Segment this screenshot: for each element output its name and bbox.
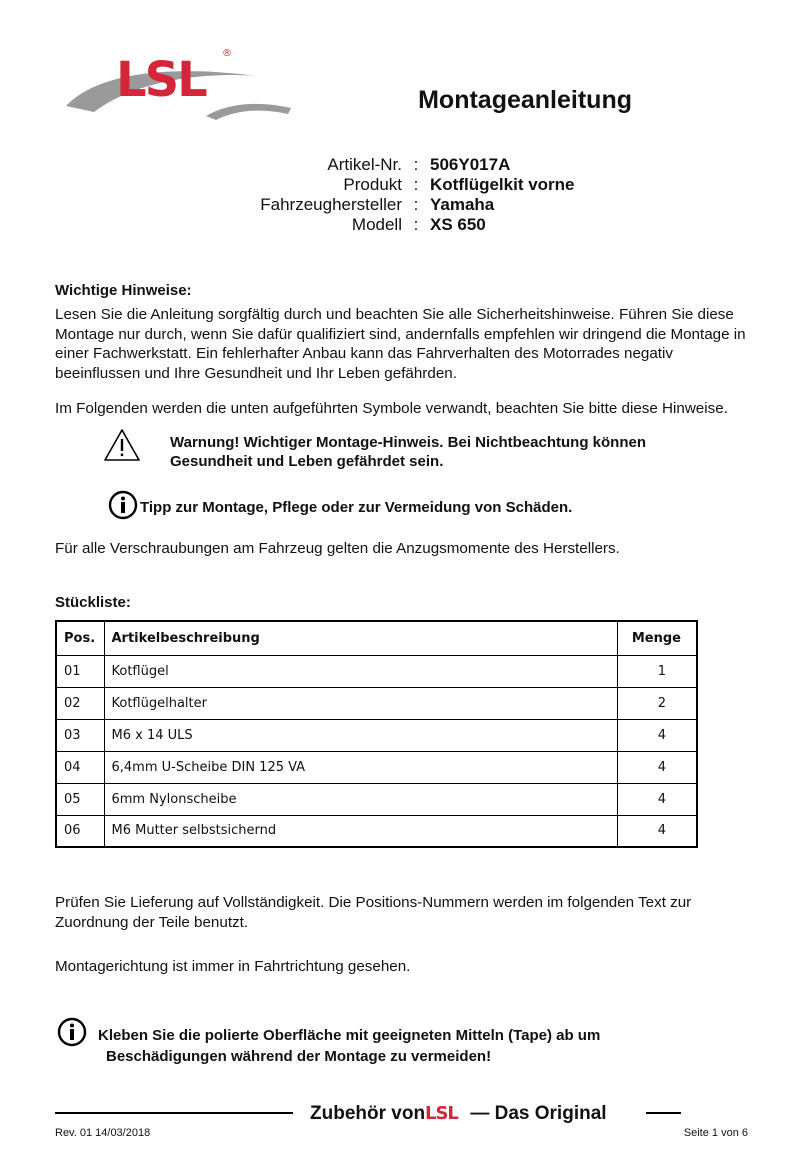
footer-divider <box>55 1112 293 1114</box>
registered-mark: ® <box>222 48 232 59</box>
cell-pos: 01 <box>56 655 104 687</box>
symbols-paragraph: Im Folgenden werden die unten aufgeführten Symbole verwandt, beachten Sie bitte diese Hinweise. <box>55 400 728 417</box>
completeness-note: Prüfen Sie Lieferung auf Vollständigkeit. Die Positions-Nummern werden im folgenden Text zur Zuordnung der Teile benutzt. <box>55 894 692 931</box>
cell-pos: 03 <box>56 719 104 751</box>
meta-colon: : <box>413 175 419 194</box>
meta-colon: : <box>413 215 419 234</box>
warning-text: Warnung! Wichtiger Montage-Hinweis. Bei Nichtbeachtung können Gesundheit und Leben gefährdet sein. <box>170 434 646 470</box>
lsl-logo <box>56 34 296 130</box>
tape-hint <box>98 1025 698 1067</box>
parts-list-heading: Stückliste: <box>55 594 131 611</box>
cell-quantity: 4 <box>617 719 697 751</box>
table-header-row <box>56 621 697 655</box>
lsl-mini-logo <box>425 1101 465 1123</box>
torque-note: Für alle Verschraubungen am Fahrzeug gelten die Anzugsmomente des Herstellers. <box>55 540 620 557</box>
cell-description: M6 Mutter selbstsichernd <box>104 815 617 847</box>
cell-description: Kotflügel <box>104 655 617 687</box>
cell-quantity: 4 <box>617 783 697 815</box>
table-row <box>56 655 697 687</box>
cell-pos: 02 <box>56 687 104 719</box>
cell-description: 6,4mm U-Scheibe DIN 125 VA <box>104 751 617 783</box>
tip-text: Tipp zur Montage, Pflege oder zur Vermeidung von Schäden. <box>140 499 573 516</box>
meta-value: XS 650 <box>430 215 486 234</box>
table-row <box>56 687 697 719</box>
cell-quantity: 4 <box>617 815 697 847</box>
meta-row-product <box>200 175 640 195</box>
mini-logo-text: LSL <box>425 1103 458 1123</box>
meta-label: Produkt <box>343 175 402 194</box>
page-number: Seite 1 von 6 <box>683 1127 748 1139</box>
article-meta <box>200 155 640 235</box>
cell-quantity: 2 <box>617 687 697 719</box>
slogan-prefix: Zubehör von <box>310 1103 426 1124</box>
direction-note: Montagerichtung ist immer in Fahrtrichtung gesehen. <box>55 958 411 975</box>
meta-label: Artikel-Nr. <box>327 155 402 174</box>
notes-heading: Wichtige Hinweise: <box>55 282 192 299</box>
meta-value: 506Y017A <box>430 155 511 174</box>
revision-label: Rev. 01 14/03/2018 <box>55 1127 151 1139</box>
meta-colon: : <box>413 195 419 214</box>
cell-pos: 05 <box>56 783 104 815</box>
meta-row-manufacturer <box>200 195 640 215</box>
cell-description: 6mm Nylonscheibe <box>104 783 617 815</box>
table-row <box>56 751 697 783</box>
notes-paragraph: Lesen Sie die Anleitung sorgfältig durch und beachten Sie alle Sicherheitshinweise. Führen Sie diese Montage nur durch, wenn Sie dafür qualifiziert sind, andernfalls empfehlen wir dringend die Montage in einer Fachwerkstatt. Ein fehlerhafter Anbau kann das Fahrverhalten des Motorrades negativ beeinflussen und Ihre Gesundheit und Ihr Leben gefährden. <box>55 306 746 382</box>
meta-value: Kotflügelkit vorne <box>430 175 575 194</box>
meta-value: Yamaha <box>430 195 495 214</box>
logo-text: LSL <box>116 52 206 108</box>
cell-description: M6 x 14 ULS <box>104 719 617 751</box>
table-row <box>56 783 697 815</box>
cell-quantity: 4 <box>617 751 697 783</box>
column-header-quantity: Menge <box>617 621 697 655</box>
cell-pos: 04 <box>56 751 104 783</box>
footer-slogan <box>310 1101 607 1125</box>
tape-hint-line-2: Beschädigungen während der Montage zu vermeiden! <box>106 1048 492 1065</box>
info-icon <box>57 1017 87 1047</box>
info-icon <box>108 490 138 520</box>
meta-row-model <box>200 215 640 235</box>
meta-label: Modell <box>351 215 402 234</box>
footer-divider <box>646 1112 681 1114</box>
cell-quantity: 1 <box>617 655 697 687</box>
column-header-description: Artikelbeschreibung <box>104 621 617 655</box>
table-row <box>56 815 697 847</box>
warning-triangle-icon <box>103 428 141 462</box>
meta-row-article-number <box>200 155 640 175</box>
parts-table <box>55 620 698 848</box>
page-title: Montageanleitung <box>418 86 632 114</box>
column-header-pos: Pos. <box>56 621 104 655</box>
cell-pos: 06 <box>56 815 104 847</box>
meta-colon: : <box>413 155 419 174</box>
table-row <box>56 719 697 751</box>
tape-hint-line-1: Kleben Sie die polierte Oberfläche mit geeigneten Mitteln (Tape) ab um <box>98 1027 601 1044</box>
cell-description: Kotflügelhalter <box>104 687 617 719</box>
slogan-suffix: — Das Original <box>470 1103 607 1124</box>
meta-label: Fahrzeughersteller <box>260 195 402 214</box>
